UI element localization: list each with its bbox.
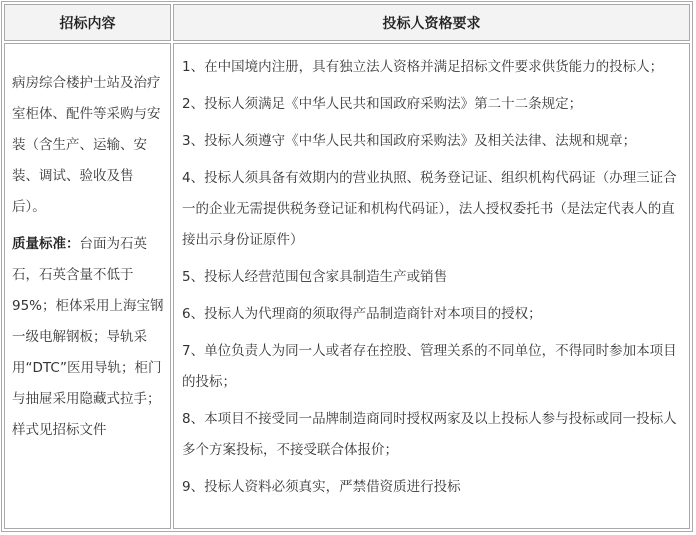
tender-description: 病房综合楼护士站及治疗室柜体、配件等采购与安装（含生产、运输、安装、调试、验收及售后）。: [12, 75, 161, 215]
requirement-item-8: 8、本项目不接受同一品牌制造商同时授权两家及以上投标人参与投标或同一投标人多个方案投标，不接受联合体报价；: [182, 411, 677, 458]
requirement-item-9: 9、投标人资料必须真实，严禁借资质进行投标: [182, 479, 461, 495]
requirement-item-7: 7、单位负责人为同一人或者存在控股、管理关系的不同单位，不得同时参加本项目的投标；: [182, 343, 677, 390]
header-row: [4, 4, 690, 41]
table-body: [4, 43, 690, 529]
quality-standard: [12, 229, 164, 446]
qualification-cell: [173, 43, 690, 529]
requirement-item-3: 3、投标人须遵守《中华人民共和国政府采购法》及相关法律、法规和规章；: [182, 133, 637, 149]
quality-standard-label: 质量标准：: [12, 236, 80, 252]
requirement-item-6: 6、投标人为代理商的须取得产品制造商针对本项目的授权；: [182, 306, 542, 322]
requirement-item-4: 4、投标人须具备有效期内的营业执照、税务登记证、组织机构代码证（办理三证合一的企业无需提供税务登记证和机构代码证），法人授权委托书（是法定代表人的直接出示身份证原件）: [182, 170, 677, 248]
header-bidder-qualification: 投标人资格要求: [173, 4, 690, 41]
requirement-item-2: 2、投标人须满足《中华人民共和国政府采购法》第二十二条规定；: [182, 96, 583, 112]
tender-requirements-table: [1, 1, 693, 532]
table-header: [4, 4, 690, 41]
header-tender-content: 招标内容: [4, 4, 171, 41]
table-row: [4, 43, 690, 529]
quality-standard-text: 台面为石英石，石英含量不低于95%；柜体采用上海宝钢一级电解钢板；导轨采用“DTC”医用导轨；柜门与抽屉采用隐藏式拉手；样式见招标文件: [12, 236, 164, 438]
tender-content-cell: [4, 43, 171, 529]
requirement-item-1: 1、在中国境内注册，具有独立法人资格并满足招标文件要求供货能力的投标人；: [182, 59, 664, 75]
requirement-item-5: 5、投标人经营范围包含家具制造生产或销售: [182, 269, 448, 285]
